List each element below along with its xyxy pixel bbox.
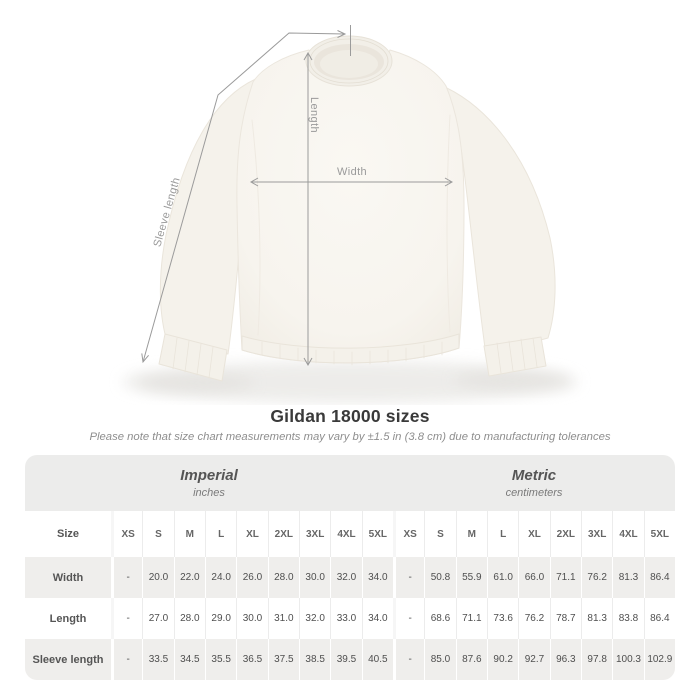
value-cell: 86.4 [644,557,675,598]
size-col-header: 3XL [299,511,330,557]
value-cell: 39.5 [330,639,361,680]
value-cell: 34.5 [174,639,205,680]
value-cell: 34.0 [362,598,393,639]
size-col-header: 2XL [550,511,581,557]
value-cell: 29.0 [205,598,236,639]
value-cell: 85.0 [424,639,455,680]
value-cell: 68.6 [424,598,455,639]
size-chart-table [25,455,675,680]
value-cell: 24.0 [205,557,236,598]
value-cell: 40.5 [362,639,393,680]
value-cell: 71.1 [550,557,581,598]
value-cell: - [393,598,424,639]
size-col-header: 2XL [268,511,299,557]
value-cell: 78.7 [550,598,581,639]
size-col-header: XS [111,511,142,557]
body-panel [237,50,464,363]
metric-unit: centimeters [505,487,563,499]
value-cell: 90.2 [487,639,518,680]
value-cell: 87.6 [456,639,487,680]
value-cell: 76.2 [581,557,612,598]
value-cell: 86.4 [644,598,675,639]
value-cell: 73.6 [487,598,518,639]
imperial-unit: inches [193,487,225,499]
size-col-header: 4XL [612,511,643,557]
value-cell: 76.2 [518,598,549,639]
size-col-header: M [174,511,205,557]
value-cell: 33.5 [142,639,173,680]
value-cell: 83.8 [612,598,643,639]
length-label: Length [308,97,320,134]
tolerance-note: Please note that size chart measurements may vary by ±1.5 in (3.8 cm) due to manufacturing tolerances [89,431,611,443]
value-cell: 26.0 [236,557,267,598]
value-cell: - [111,557,142,598]
size-col-header: 5XL [644,511,675,557]
value-cell: 27.0 [142,598,173,639]
imperial-label: Imperial [180,467,238,484]
row-label: Length [25,598,111,639]
value-cell: - [111,639,142,680]
value-cell: 50.8 [424,557,455,598]
value-cell: 37.5 [268,639,299,680]
value-cell: 102.9 [644,639,675,680]
value-cell: 30.0 [299,557,330,598]
row-label: Width [25,557,111,598]
size-col-header: S [424,511,455,557]
value-cell: 100.3 [612,639,643,680]
sleeve-length-label: Sleeve length [151,175,183,249]
value-cell: - [111,598,142,639]
value-cell: 71.1 [456,598,487,639]
value-cell: 28.0 [174,598,205,639]
value-cell: 34.0 [362,557,393,598]
size-col-header: 4XL [330,511,361,557]
value-cell: 92.7 [518,639,549,680]
value-cell: 36.5 [236,639,267,680]
value-cell: 96.3 [550,639,581,680]
size-col-header: S [142,511,173,557]
value-cell: - [393,639,424,680]
metric-group-header [393,455,675,511]
page-title: Gildan 18000 sizes [270,406,430,426]
size-col-header: XL [236,511,267,557]
size-col-header: L [205,511,236,557]
value-cell: 20.0 [142,557,173,598]
value-cell: 97.8 [581,639,612,680]
value-cell: 38.5 [299,639,330,680]
value-cell: 30.0 [236,598,267,639]
row-label: Sleeve length [25,639,111,680]
value-cell: 32.0 [330,557,361,598]
value-cell: 33.0 [330,598,361,639]
value-cell: 55.9 [456,557,487,598]
imperial-group-header [25,455,393,511]
width-label: Width [336,166,368,178]
size-col-header: 5XL [362,511,393,557]
value-cell: 22.0 [174,557,205,598]
value-cell: - [393,557,424,598]
value-cell: 81.3 [612,557,643,598]
size-corner-header: Size [25,511,111,557]
size-col-header: M [456,511,487,557]
size-col-header: XS [393,511,424,557]
sweatshirt-illustration [159,36,555,381]
size-col-header: XL [518,511,549,557]
size-col-header: 3XL [581,511,612,557]
value-cell: 61.0 [487,557,518,598]
value-cell: 66.0 [518,557,549,598]
value-cell: 32.0 [299,598,330,639]
value-cell: 28.0 [268,557,299,598]
value-cell: 31.0 [268,598,299,639]
metric-label: Metric [511,467,557,484]
size-col-header: L [487,511,518,557]
value-cell: 81.3 [581,598,612,639]
value-cell: 35.5 [205,639,236,680]
